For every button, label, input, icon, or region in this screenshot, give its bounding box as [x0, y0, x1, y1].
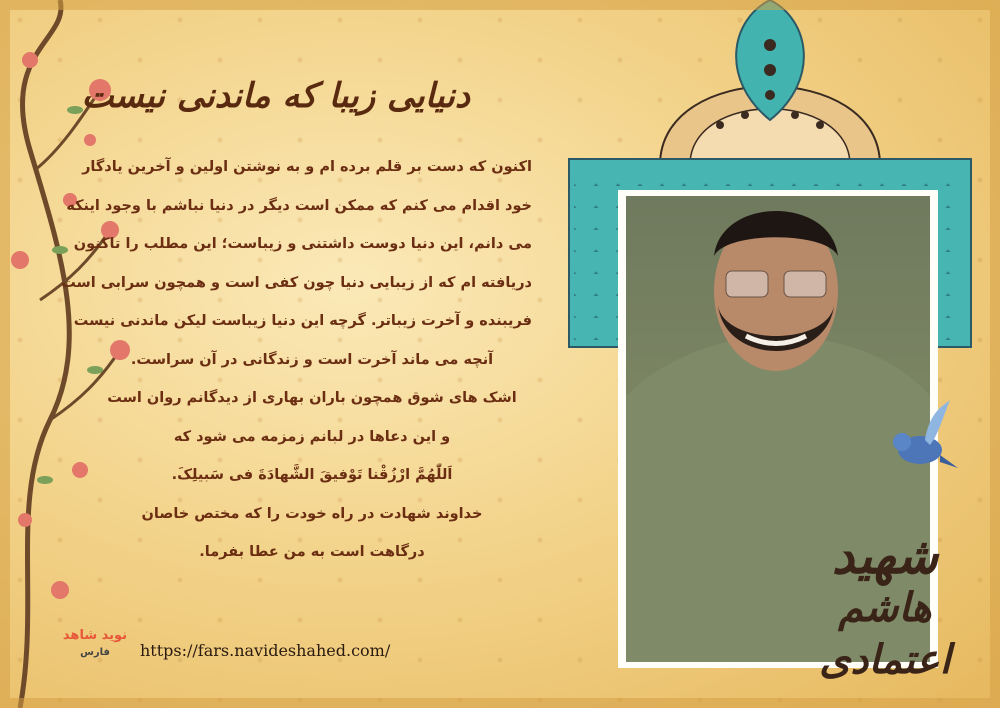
testament-text	[61, 148, 532, 572]
signature-name: هاشم اعتمادی	[819, 584, 951, 683]
text-line: آنچه می ماند آخرت است و زندگانی در آن سراست.	[130, 351, 494, 368]
text-line: و این دعاها در لبانم زمزمه می شود که	[173, 428, 451, 445]
text-line: اَللّٰهُمَّ ارْزُقْنا تَوْفیقَ الشَّهادَةَ فی سَبیلِکَ.	[171, 467, 453, 483]
text-line: خود اقدام می کنم که ممکن است دیگر در دنیا نباشم با وجود اینکه	[66, 197, 532, 214]
text-line: خداوند شهادت در راه خودت را که مختص خاصان	[141, 505, 483, 522]
text-line: اکنون که دست بر قلم برده ام و به نوشتن اولین و آخرین یادگار	[82, 159, 532, 175]
bird-decoration	[880, 400, 960, 480]
dome-ornament	[650, 0, 890, 165]
text-line: می دانم، این دنیا دوست داشتنی و زیباست؛ این مطلب را تاکنون	[73, 236, 532, 252]
logo-subtext: فارس	[80, 647, 110, 658]
martyr-signature	[780, 526, 990, 683]
logo-text: نوید شاهد	[62, 628, 128, 643]
poster-title: دنیایی زیبا که ماندنی نیست	[81, 76, 470, 116]
navideshahed-logo	[60, 625, 130, 673]
text-line: درگاهت است به من عطا بفرما.	[199, 544, 425, 560]
text-line: اشک های شوق همچون باران بهاری از دیدگانم روان است	[107, 390, 517, 406]
text-line: دریافته ام که از زیبایی دنیا چون کفی است و همچون سرابی است	[61, 274, 532, 291]
signature-title: شهید	[831, 526, 939, 585]
text-line: فریبنده و آخرت زیباتر. گرچه این دنیا زیباست لیکن ماندنی نیست	[73, 313, 532, 329]
website-url[interactable]: https://fars.navideshahed.com/	[140, 641, 391, 660]
